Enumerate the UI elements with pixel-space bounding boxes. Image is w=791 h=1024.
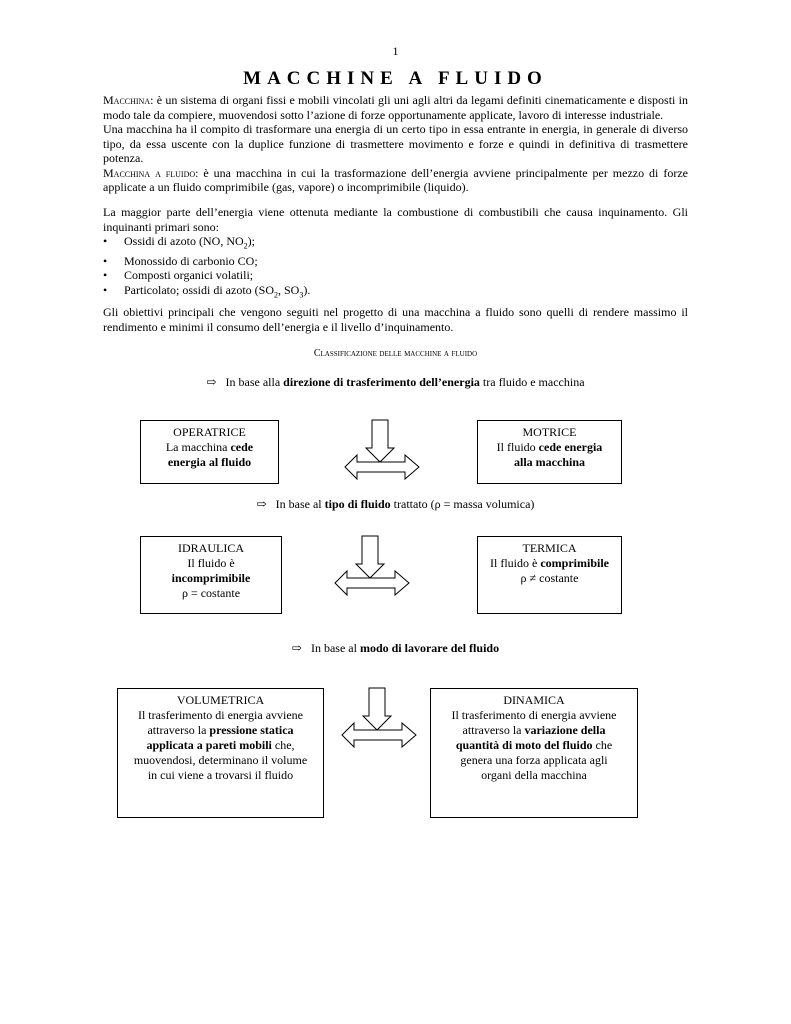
double-arrow-icon <box>343 418 423 484</box>
macchina-definition <box>103 93 688 122</box>
idraulica-box: IDRAULICA Il fluido è incomprimibile ρ = costante <box>140 536 282 614</box>
termica-box: TERMICA Il fluido è comprimibile ρ ≠ costante <box>477 536 622 614</box>
macchina-def-text: : è un sistema di organi fissi e mobili vincolati gli uni agli altri da legami definiti cinematicamente e disposti in modo tale da compiere, muovendosi sotto l’azione di forze opportunamente applicate, lavoro di interesse industriale. <box>103 93 688 122</box>
operatrice-box: OPERATRICE La macchina cede energia al fluido <box>140 420 279 484</box>
box-title: VOLUMETRICA <box>176 693 265 707</box>
pollutant-list <box>103 234 688 303</box>
arrow-right-icon: ⇨ <box>206 375 217 389</box>
page-number: 1 <box>392 44 399 58</box>
arrow-right-icon: ⇨ <box>256 497 267 511</box>
fluido-def-text: : è una macchina in cui la trasformazione dell’energia avviene principalmente per mezzo di forze applicate a un fluido comprimibile (gas, vapore) o incomprimibile (liquido). <box>103 165 688 194</box>
list-item: • Particolato; ossidi di azoto ($SO_2$, $SO_3$). <box>103 283 688 303</box>
macchina-term: Macchina <box>103 93 151 107</box>
box-title: OPERATRICE <box>173 425 246 439</box>
box-title: MOTRICE <box>522 425 577 439</box>
compito-paragraph: Una macchina ha il compito di trasformare una energia di un certo tipo in essa entrante in energia, in generale di diverso tipo, da essa uscente con la duplice funzione di trasmettere movimento e forze e quindi in definitiva di trasmettere potenza. <box>103 122 688 165</box>
criterion-direction: ⇨ In base alla direzione di trasferimento dell’energia tra fluido e macchina <box>206 375 585 389</box>
motrice-box: MOTRICE Il fluido cede energia alla macchina <box>477 420 622 484</box>
list-item: • Ossidi di azoto (NO, $NO_2$); <box>103 234 688 254</box>
double-arrow-icon <box>340 686 420 752</box>
criterion-fluid-type: ⇨ In base al tipo di fluido trattato (ρ = massa volumica) <box>256 497 535 511</box>
page-title: MACCHINE A FLUIDO <box>243 68 548 89</box>
dinamica-box: DINAMICA Il trasferimento di energia avviene attraverso la variazione della quantità di moto del fluido che genera una forza applicata agli organi della macchina <box>430 688 638 818</box>
double-arrow-icon <box>333 534 413 600</box>
box-title: DINAMICA <box>503 693 565 707</box>
volumetrica-box: VOLUMETRICA Il trasferimento di energia avviene attraverso la pressione statica applicata a pareti mobili che, muovendosi, determinano il volume in cui viene a trovarsi il fluido <box>117 688 324 818</box>
objectives-paragraph: Gli obiettivi principali che vengono seguiti nel progetto di una macchina a fluido sono quelli di rendere massimo il rendimento e minimi il consumo dell’energia e il livello d’inquinamento. <box>103 305 688 334</box>
fluido-definition <box>103 166 688 195</box>
pollution-paragraph: La maggior parte dell’energia viene ottenuta mediante la combustione di combustibili che causa inquinamento. Gli inquinanti primari sono: <box>103 205 688 234</box>
fluido-term: Macchina a fluido <box>103 165 196 180</box>
pollution-section <box>103 205 688 303</box>
box-title: IDRAULICA <box>178 541 244 555</box>
box-title: TERMICA <box>522 541 577 555</box>
list-item: • Composti organici volatili; <box>103 268 688 283</box>
list-item: • Monossido di carbonio CO; <box>103 254 688 269</box>
criterion-working-mode: ⇨ In base al modo di lavorare del fluido <box>291 641 500 655</box>
intro-section <box>103 93 688 195</box>
classification-heading: Classificazione delle macchine a fluido <box>313 348 478 359</box>
arrow-right-icon: ⇨ <box>291 641 302 655</box>
